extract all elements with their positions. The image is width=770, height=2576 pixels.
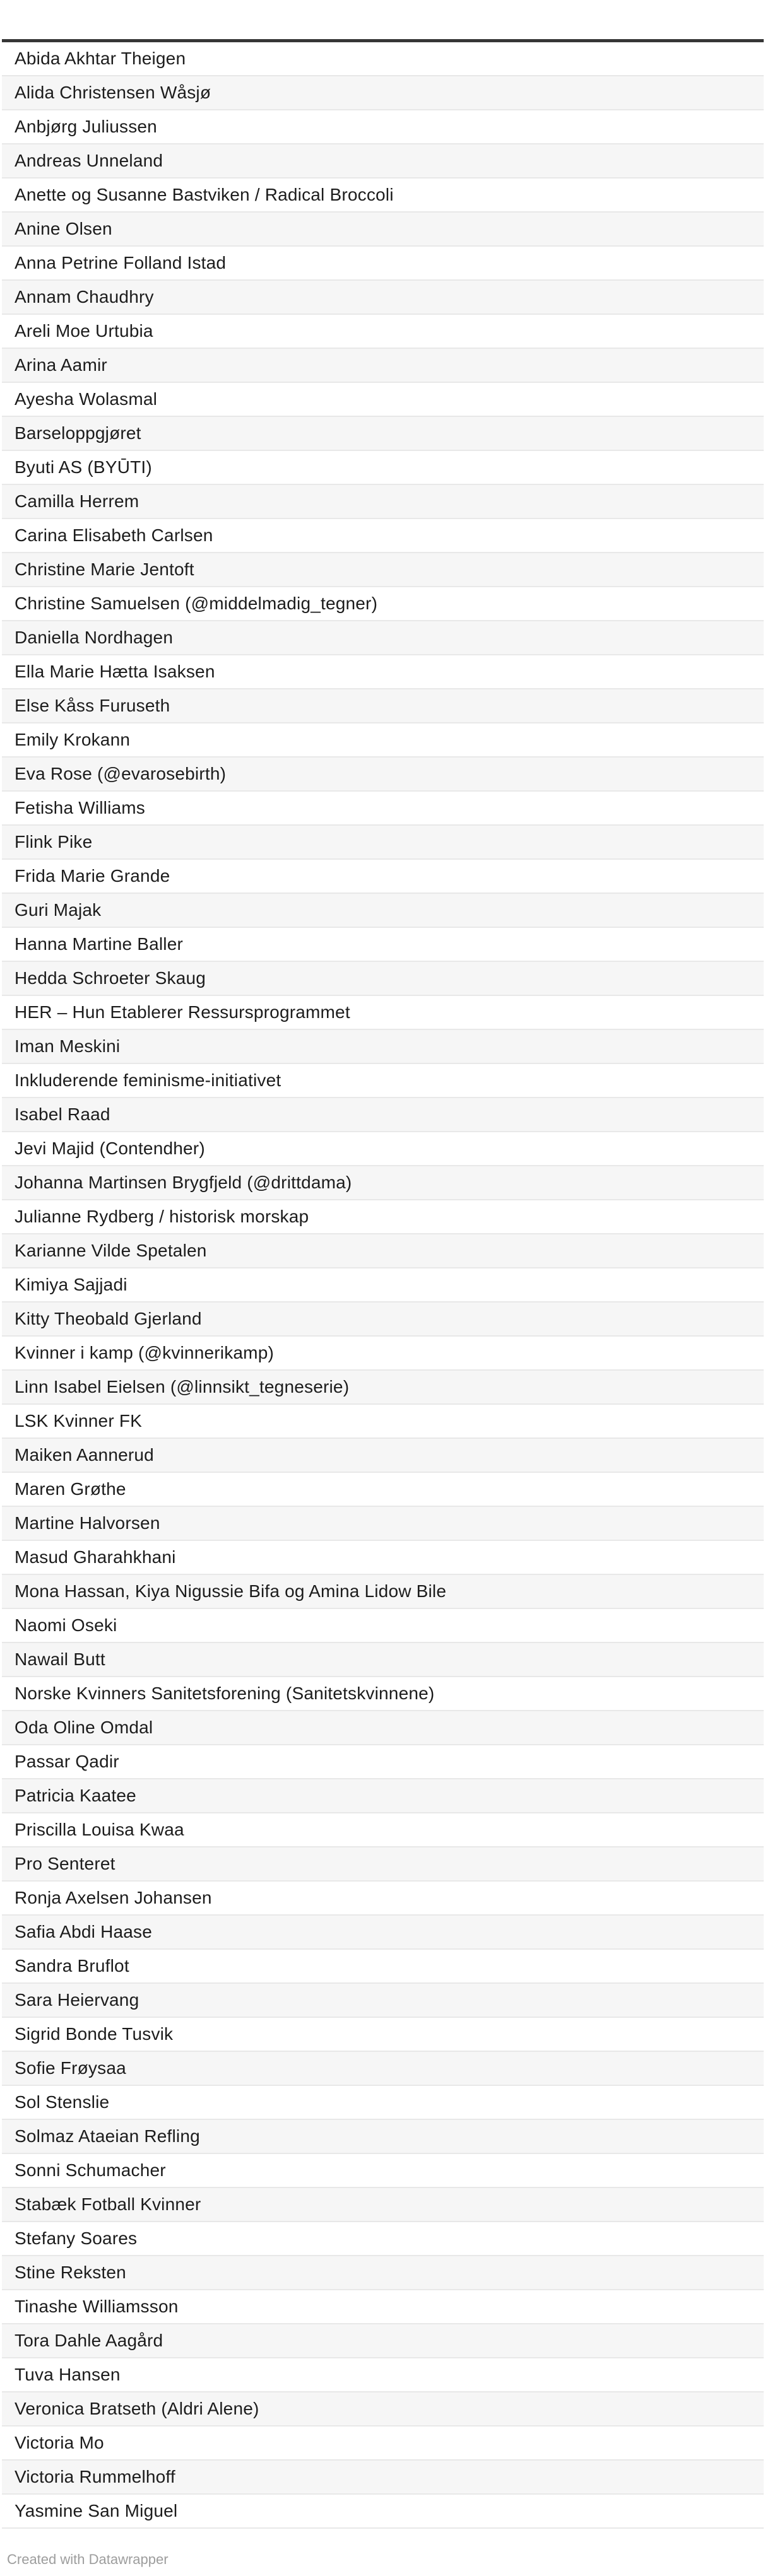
table-cell-name: Oda Oline Omdal	[15, 1718, 153, 1737]
table-cell-name: Inkluderende feminisme-initiativet	[15, 1070, 281, 1090]
table-row	[2, 110, 764, 144]
table-row	[2, 2052, 764, 2086]
table-cell-name: Sigrid Bonde Tusvik	[15, 2024, 174, 2044]
table-row	[2, 1166, 764, 1200]
table-row	[2, 962, 764, 996]
table-cell-name: Johanna Martinsen Brygfjeld (@drittdama)	[15, 1173, 352, 1192]
table-cell-name: Tuva Hansen	[15, 2365, 121, 2384]
table-cell-name: Sara Heiervang	[15, 1990, 139, 2010]
table-row	[2, 1745, 764, 1779]
table-cell-name: Kvinner i kamp (@kvinnerikamp)	[15, 1343, 274, 1362]
table-cell-name: Daniella Nordhagen	[15, 628, 174, 647]
table-cell-name: Jevi Majid (Contendher)	[15, 1139, 205, 1158]
table-row	[2, 1405, 764, 1439]
table-cell-name: Carina Elisabeth Carlsen	[15, 525, 213, 545]
table-row	[2, 723, 764, 758]
table-row	[2, 2222, 764, 2256]
table-row	[2, 213, 764, 247]
table-row	[2, 928, 764, 962]
table-row	[2, 792, 764, 826]
table-cell-name: Camilla Herrem	[15, 491, 139, 511]
names-table	[2, 39, 764, 2529]
table-cell-name: Frida Marie Grande	[15, 866, 170, 886]
table-row	[2, 2324, 764, 2358]
table-cell-name: Anine Olsen	[15, 219, 112, 238]
table-row	[2, 1030, 764, 1064]
table-cell-name: Kitty Theobald Gjerland	[15, 1309, 202, 1328]
table-cell-name: Maren Grøthe	[15, 1479, 126, 1499]
table-row	[2, 315, 764, 349]
table-cell-name: Martine Halvorsen	[15, 1513, 160, 1533]
table-cell-name: Eva Rose (@evarosebirth)	[15, 764, 227, 783]
table-cell-name: Ella Marie Hætta Isaksen	[15, 662, 215, 681]
table-row	[2, 621, 764, 655]
table-cell-name: Julianne Rydberg / historisk morskap	[15, 1207, 309, 1226]
table-row	[2, 1882, 764, 1916]
table-cell-name: Pro Senteret	[15, 1854, 116, 1873]
table-cell-name: Sandra Bruflot	[15, 1956, 129, 1976]
table-row	[2, 1711, 764, 1745]
table-row	[2, 2086, 764, 2120]
table-cell-name: Areli Moe Urtubia	[15, 321, 153, 341]
table-cell-name: Victoria Rummelhoff	[15, 2467, 175, 2486]
table-row	[2, 587, 764, 621]
table-row	[2, 1337, 764, 1371]
table-cell-name: Emily Krokann	[15, 730, 131, 749]
table-row	[2, 1984, 764, 2018]
table-row	[2, 1779, 764, 1813]
table-row	[2, 1200, 764, 1234]
table-row	[2, 1371, 764, 1405]
table-row	[2, 2495, 764, 2529]
table-row	[2, 2120, 764, 2154]
table-cell-name: Sol Stenslie	[15, 2092, 110, 2112]
table-row	[2, 1677, 764, 1711]
table-cell-name: Else Kåss Furuseth	[15, 696, 170, 715]
table-cell-name: Christine Samuelsen (@middelmadig_tegner)	[15, 594, 378, 613]
table-cell-name: Ronja Axelsen Johansen	[15, 1888, 212, 1907]
table-cell-name: Arina Aamir	[15, 355, 107, 375]
table-row	[2, 2461, 764, 2495]
table-row	[2, 2256, 764, 2290]
table-cell-name: Anna Petrine Folland Istad	[15, 253, 227, 272]
table-row	[2, 485, 764, 519]
table-cell-name: Byuti AS (BYŪTI)	[15, 457, 152, 477]
table-row	[2, 144, 764, 179]
table-row	[2, 1847, 764, 1882]
table-cell-name: Isabel Raad	[15, 1104, 110, 1124]
table-row	[2, 826, 764, 860]
table-cell-name: Ayesha Wolasmal	[15, 389, 158, 409]
table-cell-name: Tora Dahle Aagård	[15, 2331, 163, 2350]
table-cell-name: Karianne Vilde Spetalen	[15, 1241, 207, 1260]
table-cell-name: Victoria Mo	[15, 2433, 104, 2452]
table-row	[2, 281, 764, 315]
table-cell-name: Fetisha Williams	[15, 798, 146, 817]
table-row	[2, 42, 764, 76]
table-row	[2, 1813, 764, 1847]
table-cell-name: Linn Isabel Eielsen (@linnsikt_tegneserie)	[15, 1377, 350, 1396]
table-row	[2, 383, 764, 417]
table-cell-name: Andreas Unneland	[15, 151, 163, 170]
table-cell-name: Patricia Kaatee	[15, 1786, 136, 1805]
table-row	[2, 1098, 764, 1132]
table-cell-name: Nawail Butt	[15, 1649, 105, 1669]
attribution-footer	[7, 2551, 770, 2568]
table-cell-name: Maiken Aannerud	[15, 1445, 154, 1465]
table-row	[2, 417, 764, 451]
datawrapper-attribution-link[interactable]: Created with Datawrapper	[7, 2551, 169, 2567]
table-row	[2, 2392, 764, 2427]
table-row	[2, 1064, 764, 1098]
table-cell-name: Solmaz Ataeian Refling	[15, 2126, 200, 2146]
table-cell-name: Iman Meskini	[15, 1036, 121, 1056]
table-cell-name: Hedda Schroeter Skaug	[15, 968, 206, 988]
table-row	[2, 1234, 764, 1268]
table-cell-name: Abida Akhtar Theigen	[15, 49, 186, 68]
table-row	[2, 2358, 764, 2392]
table-row	[2, 2427, 764, 2461]
table-row	[2, 1916, 764, 1950]
table-cell-name: Stine Reksten	[15, 2263, 126, 2282]
table-row	[2, 2018, 764, 2052]
table-header-space	[0, 0, 770, 39]
table-cell-name: Safia Abdi Haase	[15, 1922, 153, 1941]
table-row	[2, 1268, 764, 1303]
table-cell-name: Sonni Schumacher	[15, 2160, 166, 2180]
table-cell-name: Guri Majak	[15, 900, 102, 920]
table-row	[2, 1303, 764, 1337]
table-cell-name: Veronica Bratseth (Aldri Alene)	[15, 2399, 259, 2418]
table-row	[2, 553, 764, 587]
table-row	[2, 894, 764, 928]
table-row	[2, 519, 764, 553]
table-cell-name: Stefany Soares	[15, 2228, 138, 2248]
table-cell-name: Passar Qadir	[15, 1752, 119, 1771]
table-row	[2, 1643, 764, 1677]
table-row	[2, 1507, 764, 1541]
table-row	[2, 1950, 764, 1984]
table-cell-name: LSK Kvinner FK	[15, 1411, 142, 1431]
table-cell-name: Flink Pike	[15, 832, 93, 852]
table-row	[2, 758, 764, 792]
table-cell-name: Tinashe Williamsson	[15, 2297, 179, 2316]
table-row	[2, 2154, 764, 2188]
table-cell-name: Kimiya Sajjadi	[15, 1275, 127, 1294]
table-row	[2, 247, 764, 281]
table-row	[2, 655, 764, 689]
table-cell-name: Anette og Susanne Bastviken / Radical Broccoli	[15, 185, 394, 204]
table-cell-name: Anbjørg Juliussen	[15, 117, 157, 136]
table-cell-name: Mona Hassan, Kiya Nigussie Bifa og Amina Lidow Bile	[15, 1581, 447, 1601]
table-row	[2, 1609, 764, 1643]
table-row	[2, 996, 764, 1030]
table-cell-name: Barseloppgjøret	[15, 423, 141, 443]
table-cell-name: Yasmine San Miguel	[15, 2501, 178, 2520]
table-cell-name: Naomi Oseki	[15, 1615, 117, 1635]
table-row	[2, 179, 764, 213]
table-row	[2, 1132, 764, 1166]
table-row	[2, 1439, 764, 1473]
table-row	[2, 451, 764, 485]
table-cell-name: Stabæk Fotball Kvinner	[15, 2194, 201, 2214]
table-row	[2, 2290, 764, 2324]
table-row	[2, 1473, 764, 1507]
table-row	[2, 2188, 764, 2222]
table-row	[2, 76, 764, 110]
table-cell-name: Masud Gharahkhani	[15, 1547, 176, 1567]
table-cell-name: Alida Christensen Wåsjø	[15, 83, 211, 102]
table-cell-name: Priscilla Louisa Kwaa	[15, 1820, 184, 1839]
table-cell-name: Christine Marie Jentoft	[15, 559, 194, 579]
table-cell-name: Hanna Martine Baller	[15, 934, 184, 954]
table-row	[2, 349, 764, 383]
table-row	[2, 689, 764, 723]
table-row	[2, 1541, 764, 1575]
table-row	[2, 1575, 764, 1609]
table-cell-name: Sofie Frøysaa	[15, 2058, 126, 2078]
table-row	[2, 860, 764, 894]
table-cell-name: HER – Hun Etablerer Ressursprogrammet	[15, 1002, 350, 1022]
table-cell-name: Annam Chaudhry	[15, 287, 154, 307]
table-cell-name: Norske Kvinners Sanitetsforening (Sanitetskvinnene)	[15, 1683, 435, 1703]
